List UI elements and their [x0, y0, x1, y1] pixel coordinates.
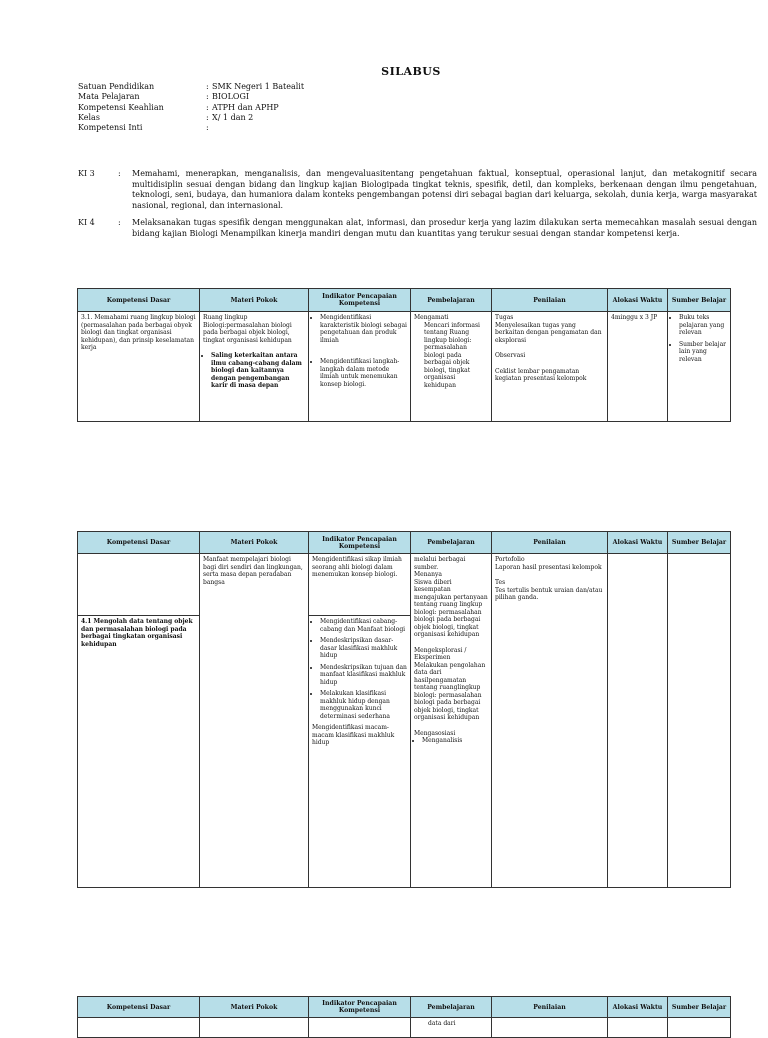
column-header: Alokasi Waktu — [608, 532, 668, 554]
sumber-cell — [668, 312, 731, 422]
indikator-text: Mengidentifikasi macam-macam klasifikasi makhluk hidup — [312, 724, 395, 746]
info-row: Kompetensi Inti : — [78, 123, 209, 133]
indikator-item: • Mengidentifikasi langkah-langkah dalam metode ilmiah untuk menemukan konsep biologi. — [320, 358, 407, 388]
column-header: Indikator Pencapaian Kompetensi — [309, 997, 411, 1018]
info-row: Mata Pelajaran : BIOLOGI — [78, 92, 250, 102]
info-row: Kelas : X/ 1 dan 2 — [78, 112, 254, 122]
materi-cell — [200, 554, 309, 888]
ki-text: Memahami, menerapkan, menganalisis, dan mengevaluasitentang pengetahuan faktual, konseptual, operasional lanjut, dan metakognitif secara multidisiplin sesuai dengan bidang dan lingkup kajian Biologipada tingkat teknis, spesifik, detil, dan kompleks, berkenaan dengan ilmu pengetahuan, teknologi, seni, budaya, dan humaniora dalam konteks pengembangan potensi diri sebagai bagian dari keluarga, sekolah, dunia kerja, warga masyarakat nasional, regional, dan internasional. — [132, 169, 757, 210]
pembelajaran-cell — [411, 554, 492, 888]
column-header: Penilaian — [492, 289, 608, 312]
alokasi-cell — [608, 312, 668, 422]
column-header: Pembelajaran — [411, 289, 492, 312]
document-title: SILABUS — [381, 65, 441, 78]
info-value: SMK Negeri 1 Batealit — [212, 82, 305, 91]
info-row: Satuan Pendidikan : SMK Negeri 1 Batealit — [78, 82, 305, 91]
penilaian-label: Portofolio — [495, 556, 525, 563]
column-header: Alokasi Waktu — [608, 289, 668, 312]
syllabus-table-1 — [77, 288, 731, 422]
pembelajaran-text: Melakukan pengolahan data dari hasilpengamatan tentang ruanglingkup biologi: permasalahan biologi pada berbagai objek biologi, tingkat organisasi kehidupan — [414, 661, 486, 721]
indikator-item: • Mendeskripsikan dasar-dasar klasifikasi makhluk hidup — [320, 637, 407, 660]
pembelajaran-cell — [411, 1018, 492, 1038]
column-header: Penilaian — [492, 532, 608, 554]
column-header: Sumber Belajar — [668, 289, 731, 312]
pembelajaran-text: melalui berbagai sumber. — [414, 556, 466, 571]
pembelajaran-cell — [411, 312, 492, 422]
sumber-item: • Buku teks pelajaran yang relevan — [679, 314, 727, 337]
table-header-row — [78, 532, 731, 554]
penilaian-text: Laporan hasil presentasi kelompok — [495, 563, 602, 571]
sumber-item: • Sumber belajar lain yang relevan — [679, 341, 727, 364]
sumber-cell — [668, 1018, 731, 1038]
pembelajaran-text: Mencari informasi tentang Ruang lingkup biologi: permasalahan biologi pada berbagai objek biologi, tingkat organisasi kehidupan — [424, 321, 480, 389]
column-header: Sumber Belajar — [668, 997, 731, 1018]
column-header: Pembelajaran — [411, 997, 492, 1018]
table-header-row — [78, 289, 731, 312]
kd-cell — [78, 616, 200, 888]
indikator-text: Mengidentifikasi sikap ilmiah seorang ahli biologi dalam menemukan konsep biologi. — [312, 556, 402, 578]
alokasi-cell — [608, 554, 668, 888]
column-header: Materi Pokok — [200, 289, 309, 312]
penilaian-label: Tes — [495, 579, 506, 586]
table-header-row — [78, 997, 731, 1018]
pembelajaran-label: Mengamati — [414, 314, 449, 321]
column-header: Materi Pokok — [200, 997, 309, 1018]
indikator-cell — [309, 1018, 411, 1038]
info-row: Kompetensi Keahlian : ATPH dan APHP — [78, 102, 279, 112]
info-label: Mata Pelajaran — [78, 92, 140, 102]
materi-bullet: • Saling keterkaitan antara ilmu cabang-cabang dalam biologi dan kaitannya dengan pengembangan karir di masa depan — [211, 352, 305, 390]
identity-block — [78, 82, 304, 133]
ki-text: Melaksanakan tugas spesifik dengan menggunakan alat, informasi, dan prosedur kerja yang lazim dilakukan serta memecahkan masalah sesuai dengan bidang kajian Biologi Menampilkan kinerja mandiri dengan mutu dan kuantitas yang terukur sesuai dengan standar kompetensi kerja. — [132, 218, 757, 238]
column-header: Indikator Pencapaian Kompetensi — [309, 532, 411, 554]
info-label: Kompetensi Keahlian — [78, 102, 164, 112]
indikator-cell — [309, 554, 411, 616]
penilaian-cell — [492, 554, 608, 888]
indikator-item: • Mengidentifikasi cabang-cabang dan Manfaat biologi — [320, 618, 407, 633]
kd-cell — [78, 1018, 200, 1038]
info-label: Kelas — [78, 112, 100, 122]
kd-text: 3.1. Memahami ruang lingkup biologi (permasalahan pada berbagai obyek biologi dan tingkat organisasi kehidupan), dan prinsip keselamatan kerja — [81, 314, 196, 351]
info-value: ATPH dan APHP — [212, 102, 279, 112]
penilaian-cell — [492, 1018, 608, 1038]
column-header: Alokasi Waktu — [608, 997, 668, 1018]
pembelajaran-text: Siswa diberi kesempatan mengajukan pertanyaan tentang ruang lingkup biologi: permasalahan biologi pada berbagai objek biologi, tingkat organisasi kehidupan — [414, 578, 488, 638]
alokasi-cell — [608, 1018, 668, 1038]
info-label: Kompetensi Inti — [78, 123, 143, 133]
pembelajaran-label: Menanya — [414, 571, 442, 578]
ki-3-row: KI 3 : Memahami, menerapkan, menganalisis, dan mengevaluasitentang pengetahuan faktual, konseptual, operasional lanjut, dan metakognitif secara multidisiplin sesuai dengan bidang dan lingkup kajian Biologipada tingkat teknis, spesifik, detil, dan kompleks, berkenaan dengan ilmu pengetahuan, teknologi, seni, budaya, dan humaniora dalam konteks pengembangan potensi diri sebagai bagian dari keluarga, sekolah, dunia kerja, warga masyarakat nasional, regional, dan internasional. — [78, 169, 757, 210]
materi-cell — [200, 1018, 309, 1038]
pembelajaran-bullet: • Menganalisis — [422, 737, 488, 745]
column-header: Kompetensi Dasar — [78, 997, 200, 1018]
column-header: Penilaian — [492, 997, 608, 1018]
kd-text: 4.1 Mengolah data tentang objek dan permasalahan biologi pada berbagai tingkatan organisasi kehidupan — [81, 618, 193, 648]
column-header: Kompetensi Dasar — [78, 289, 200, 312]
alokasi-text: 4minggu x 3 JP — [611, 314, 658, 321]
syllabus-table-2 — [77, 531, 731, 888]
materi-cell — [200, 312, 309, 422]
indikator-item: • Mengidentifikasi karakteristik biologi sebagai pengetahuan dan produk ilmiah — [320, 314, 407, 344]
column-header: Indikator Pencapaian Kompetensi — [309, 289, 411, 312]
info-value: BIOLOGI — [212, 92, 250, 102]
table-row — [78, 554, 731, 616]
indikator-cell — [309, 312, 411, 422]
pembelajaran-label: Mengasosiasi — [414, 729, 456, 737]
table-row — [78, 1018, 731, 1038]
column-header: Sumber Belajar — [668, 532, 731, 554]
ki-code: KI 4 — [78, 218, 95, 227]
sumber-cell — [668, 554, 731, 888]
indikator-cell — [309, 616, 411, 888]
table-row — [78, 312, 731, 422]
materi-text: Manfaat mempelajari biologi bagi diri sendiri dan lingkungan, serta masa depan peradaban bangsa — [203, 556, 303, 586]
penilaian-label: Tugas — [495, 314, 514, 321]
kd-cell — [78, 554, 200, 616]
info-value: X/ 1 dan 2 — [212, 112, 254, 122]
indikator-item: • Mendeskripsikan tujuan dan manfaat klasifikasi makhluk hidup — [320, 664, 407, 687]
indikator-item: • Melakukan klasifikasi makhluk hidup dengan menggunakan kunci determinasi sederhana — [320, 690, 407, 720]
penilaian-text: Menyelesaikan tugas yang berkaitan dengan pengamatan dan eksplorasi — [495, 321, 602, 344]
ki-code: KI 3 — [78, 169, 95, 178]
syllabus-table-3 — [77, 996, 731, 1038]
penilaian-cell — [492, 312, 608, 422]
materi-text: Ruang lingkup Biologi:permasalahan biologi pada berbagai objek biologi, tingkat organisasi kehidupan — [203, 314, 292, 344]
kd-cell — [78, 312, 200, 422]
penilaian-text: Ceklist lembar pengamatan kegiatan presentasi kelompok — [495, 367, 587, 382]
ki-4-row: KI 4 : Melaksanakan tugas spesifik dengan menggunakan alat, informasi, dan prosedur kerja yang lazim dilakukan serta memecahkan masalah sesuai dengan bidang kajian Biologi Menampilkan kinerja mandiri dengan mutu dan kuantitas yang terukur sesuai dengan standar kompetensi kerja. — [78, 218, 757, 238]
column-header: Pembelajaran — [411, 532, 492, 554]
pembelajaran-text: data dari — [428, 1020, 456, 1027]
info-label: Satuan Pendidikan — [78, 82, 155, 91]
penilaian-text: Tes tertulis bentuk uraian dan/atau pilihan ganda. — [495, 586, 603, 601]
pembelajaran-label: Mengeksplorasi / Eksperimen — [414, 646, 467, 661]
column-header: Materi Pokok — [200, 532, 309, 554]
column-header: Kompetensi Dasar — [78, 532, 200, 554]
penilaian-label: Observasi — [495, 352, 526, 359]
